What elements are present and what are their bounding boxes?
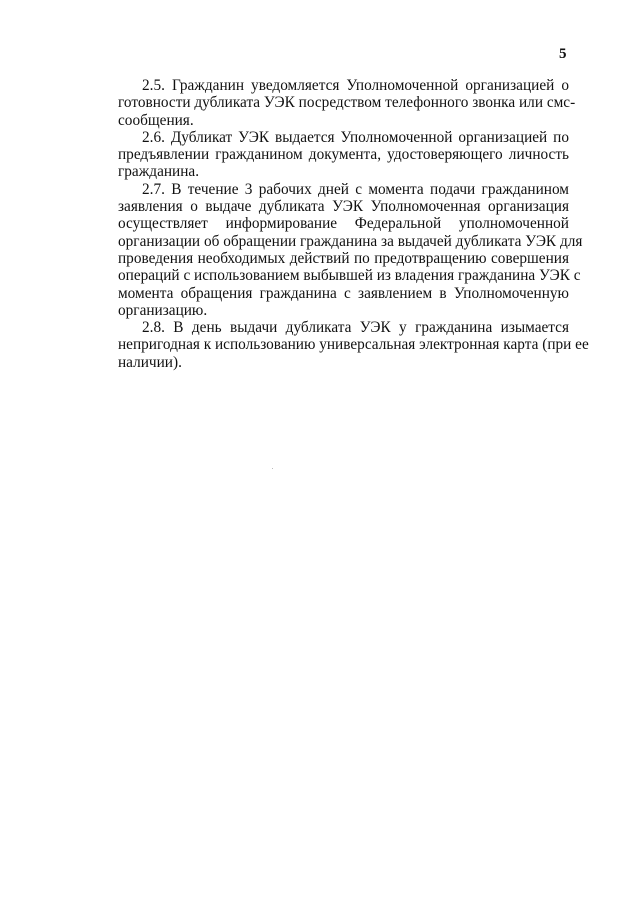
text-line: непригодная к использованию универсальная электронная карта (при ее [118, 336, 589, 354]
text-line: проведения необходимых действий по предотвращению совершения [118, 249, 569, 267]
text-line: 2.6. Дубликат УЭК выдается Уполномоченной организацией по [142, 128, 569, 146]
text-line: предъявлении гражданином документа, удостоверяющего личность [118, 146, 569, 164]
text-line: организации об обращении гражданина за выдачей дубликата УЭК для [118, 232, 583, 250]
text-line: 2.7. В течение 3 рабочих дней с момента подачи гражданином [142, 180, 569, 198]
text-line: 2.8. В день выдачи дубликата УЭК у гражданина изымается [142, 319, 569, 337]
text-line: операций с использованием выбывшей из владения гражданина УЭК с [118, 267, 581, 285]
text-line: заявления о выдаче дубликата УЭК Уполномоченная организация [118, 198, 569, 216]
scan-speck [272, 468, 273, 469]
text-line: осуществляет информирование Федеральной уполномоченной [118, 215, 569, 233]
paragraph-2-5 [118, 77, 576, 129]
paragraph-2-7 [118, 180, 583, 319]
text-line: момента обращения гражданина с заявлением в Уполномоченную [118, 284, 569, 302]
text-line: сообщения. [118, 111, 194, 129]
page-number: 5 [559, 46, 567, 62]
text-line: наличии). [118, 353, 182, 371]
text-line: гражданина. [118, 163, 200, 181]
text-line: готовности дубликата УЭК посредством телефонного звонка или смс- [118, 94, 576, 112]
paragraph-2-6 [118, 129, 569, 181]
text-line: 2.5. Гражданин уведомляется Уполномоченной организацией о [142, 77, 569, 94]
document-body [118, 77, 589, 371]
paragraph-2-8 [118, 319, 589, 371]
text-line: организацию. [118, 301, 208, 319]
